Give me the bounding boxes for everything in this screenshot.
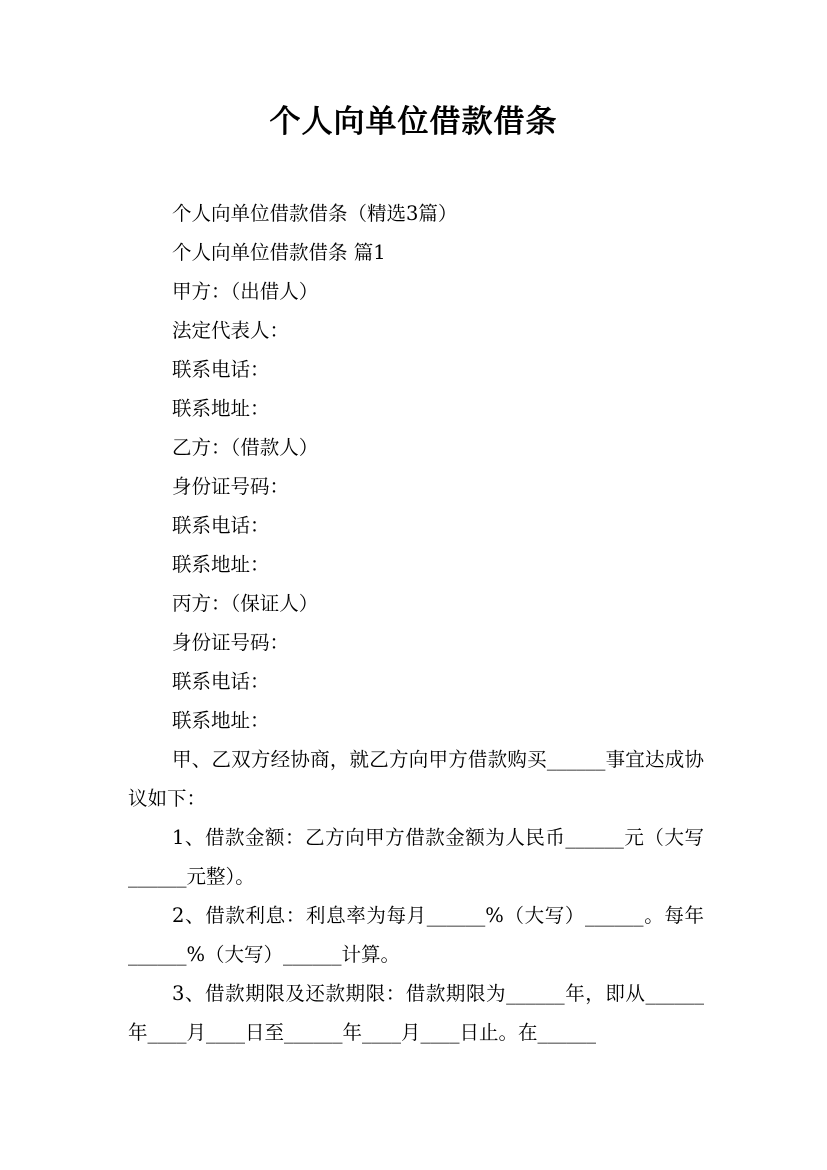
- party-a-phone-field: 联系电话：: [172, 358, 270, 381]
- agreement-intro-paragraph: 甲、乙双方经协商，就乙方向甲方借款购买______事宜达成协议如下：: [128, 748, 704, 810]
- party-a-label: 甲方：（出借人）: [172, 280, 319, 303]
- legal-representative-field: 法定代表人：: [172, 319, 290, 342]
- party-c-address-field: 联系地址：: [172, 709, 270, 732]
- party-a-address-field: 联系地址：: [172, 397, 270, 420]
- party-c-phone-field: 联系电话：: [172, 670, 270, 693]
- party-c-label: 丙方：（保证人）: [172, 592, 319, 615]
- document-title: 个人向单位借款借条: [269, 104, 558, 140]
- party-c-id-field: 身份证号码：: [172, 631, 290, 654]
- party-b-phone-field: 联系电话：: [172, 514, 270, 537]
- subtitle-line: 个人向单位借款借条（精选3篇）: [172, 202, 458, 225]
- document-body: [128, 194, 704, 1052]
- party-b-id-field: 身份证号码：: [172, 475, 290, 498]
- loan-interest-clause: 2、借款利息：利息率为每月______%（大写）______。每年______%（大写）______计算。: [128, 904, 704, 966]
- section-heading: 个人向单位借款借条 篇1: [172, 241, 386, 264]
- loan-amount-clause: 1、借款金额：乙方向甲方借款金额为人民币______元（大写______元整）。: [128, 826, 704, 888]
- loan-term-clause: 3、借款期限及还款期限：借款期限为______年，即从______年____月____日至______年____月____日止。在______: [128, 982, 704, 1044]
- party-b-address-field: 联系地址：: [172, 553, 270, 576]
- party-b-label: 乙方：（借款人）: [172, 436, 319, 459]
